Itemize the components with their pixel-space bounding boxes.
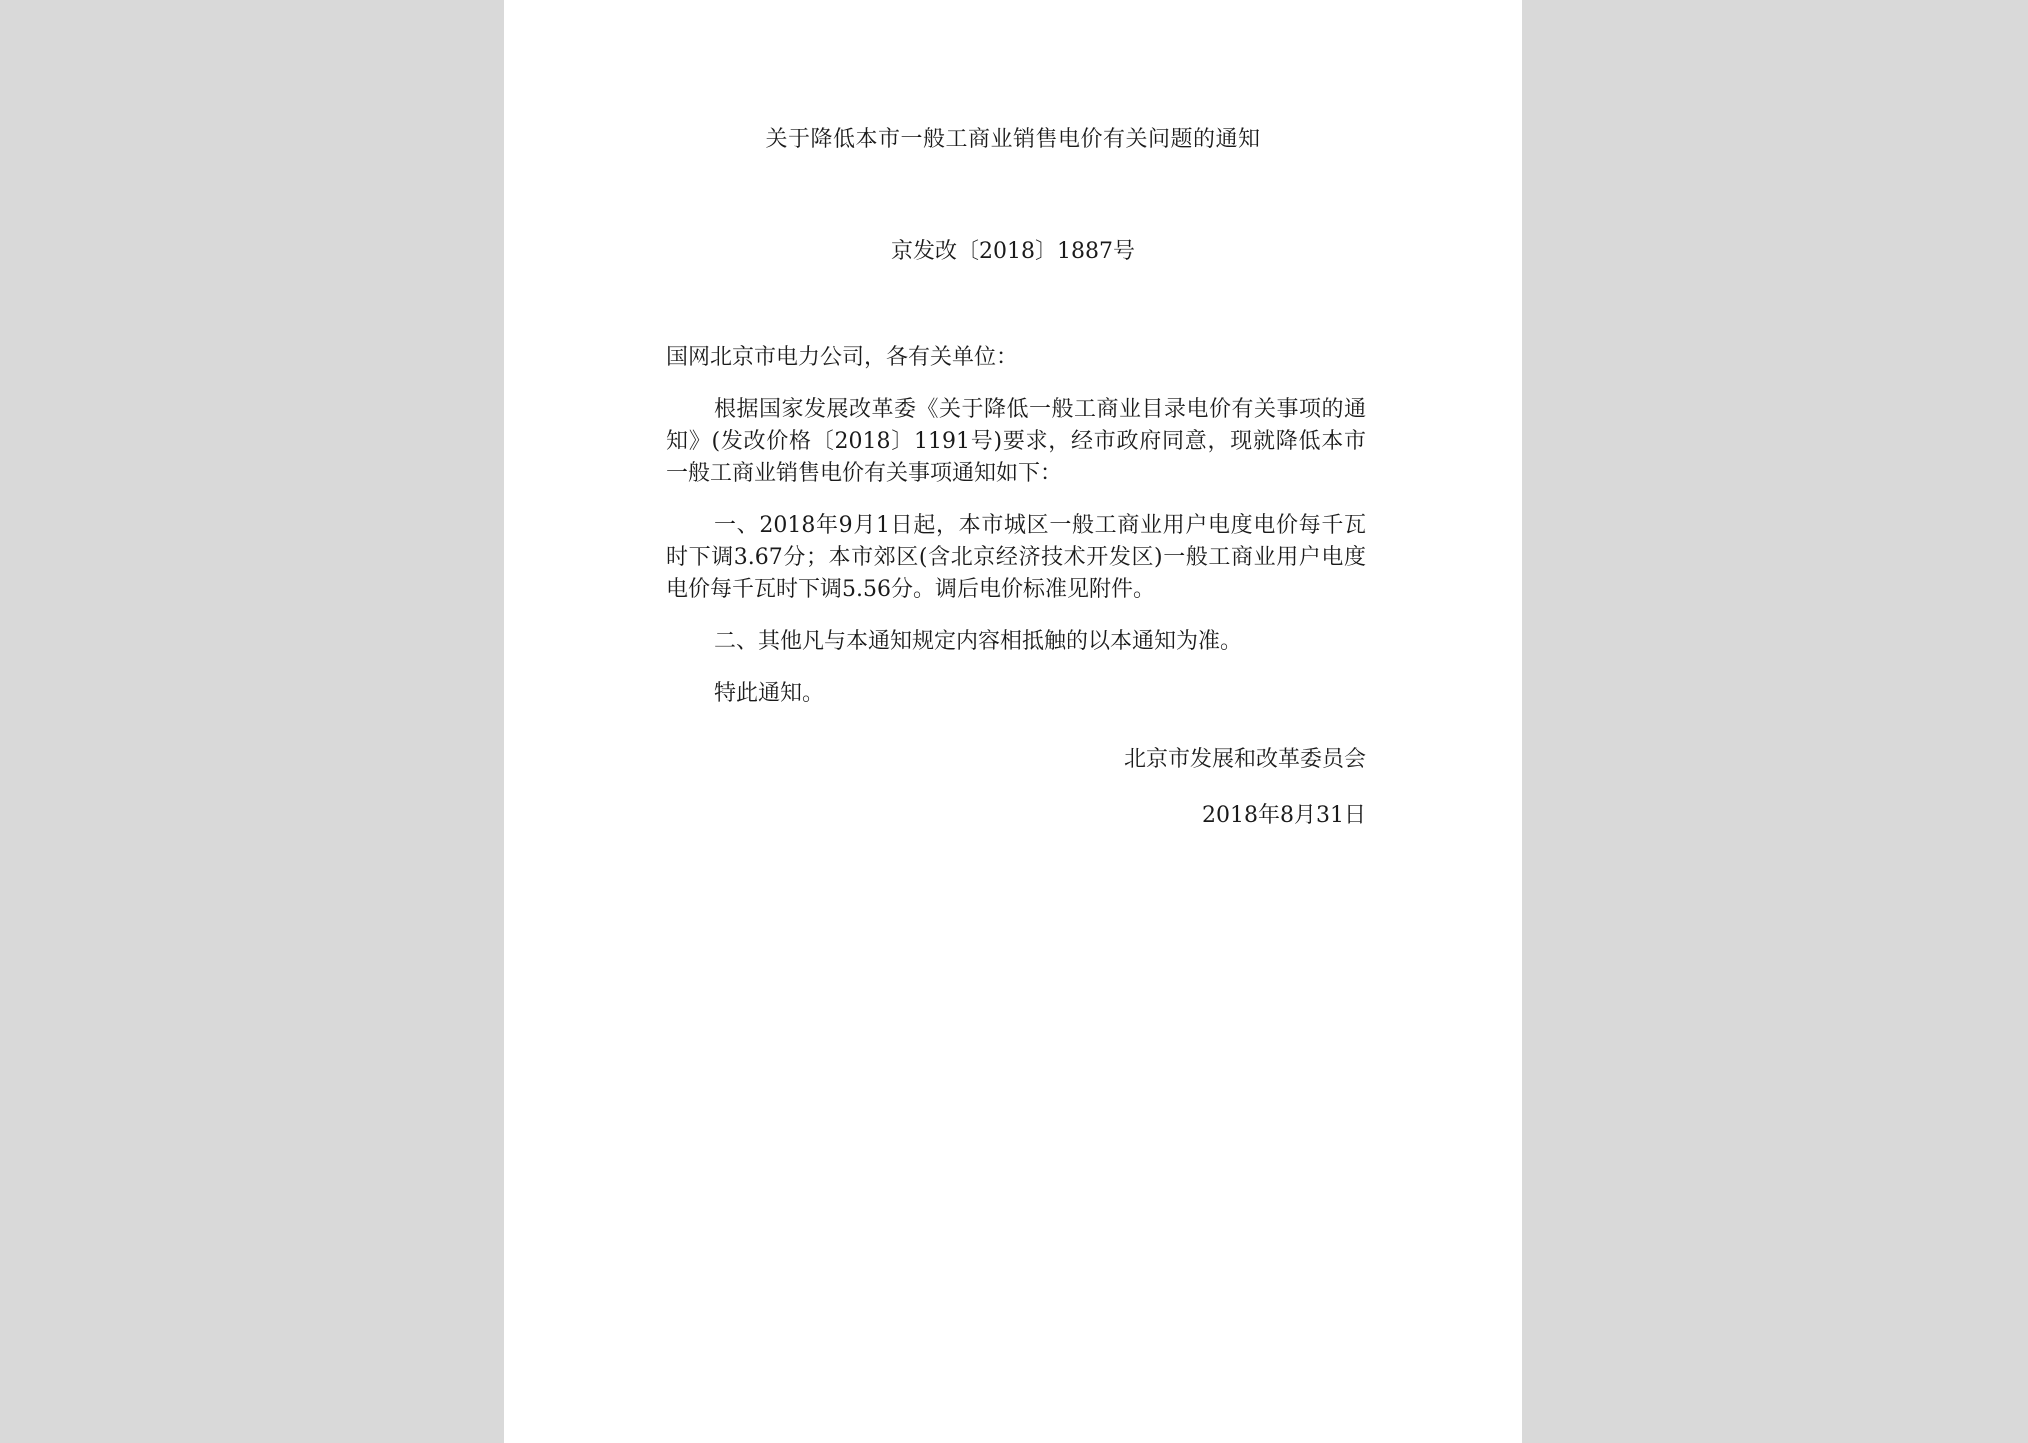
paragraph-item-2: 二、其他凡与本通知规定内容相抵触的以本通知为准。: [714, 629, 1243, 654]
signature-date: 2018年8月31日: [1202, 803, 1366, 828]
document-number: 京发改〔2018〕1887号: [891, 239, 1135, 264]
salutation: 国网北京市电力公司，各有关单位：: [666, 345, 1019, 370]
document-title: 关于降低本市一般工商业销售电价有关问题的通知: [765, 127, 1261, 152]
signature-organization: 北京市发展和改革委员会: [1123, 747, 1366, 772]
paragraph-item-1: 一、2018年9月1日起，本市城区一般工商业用户电度电价每千瓦时下调3.67分；本市郊区(含北京经济技术开发区)一般工商业用户电度电价每千瓦时下调5.56分。调后电价标准见附件。: [666, 513, 1366, 602]
paragraph-intro: 根据国家发展改革委《关于降低一般工商业目录电价有关事项的通知》(发改价格〔2018〕1191号)要求，经市政府同意，现就降低本市一般工商业销售电价有关事项通知如下：: [666, 397, 1366, 486]
document-body: [666, 342, 1366, 730]
document-page: [504, 0, 1522, 1443]
paragraph-closing: 特此通知。: [714, 681, 825, 706]
